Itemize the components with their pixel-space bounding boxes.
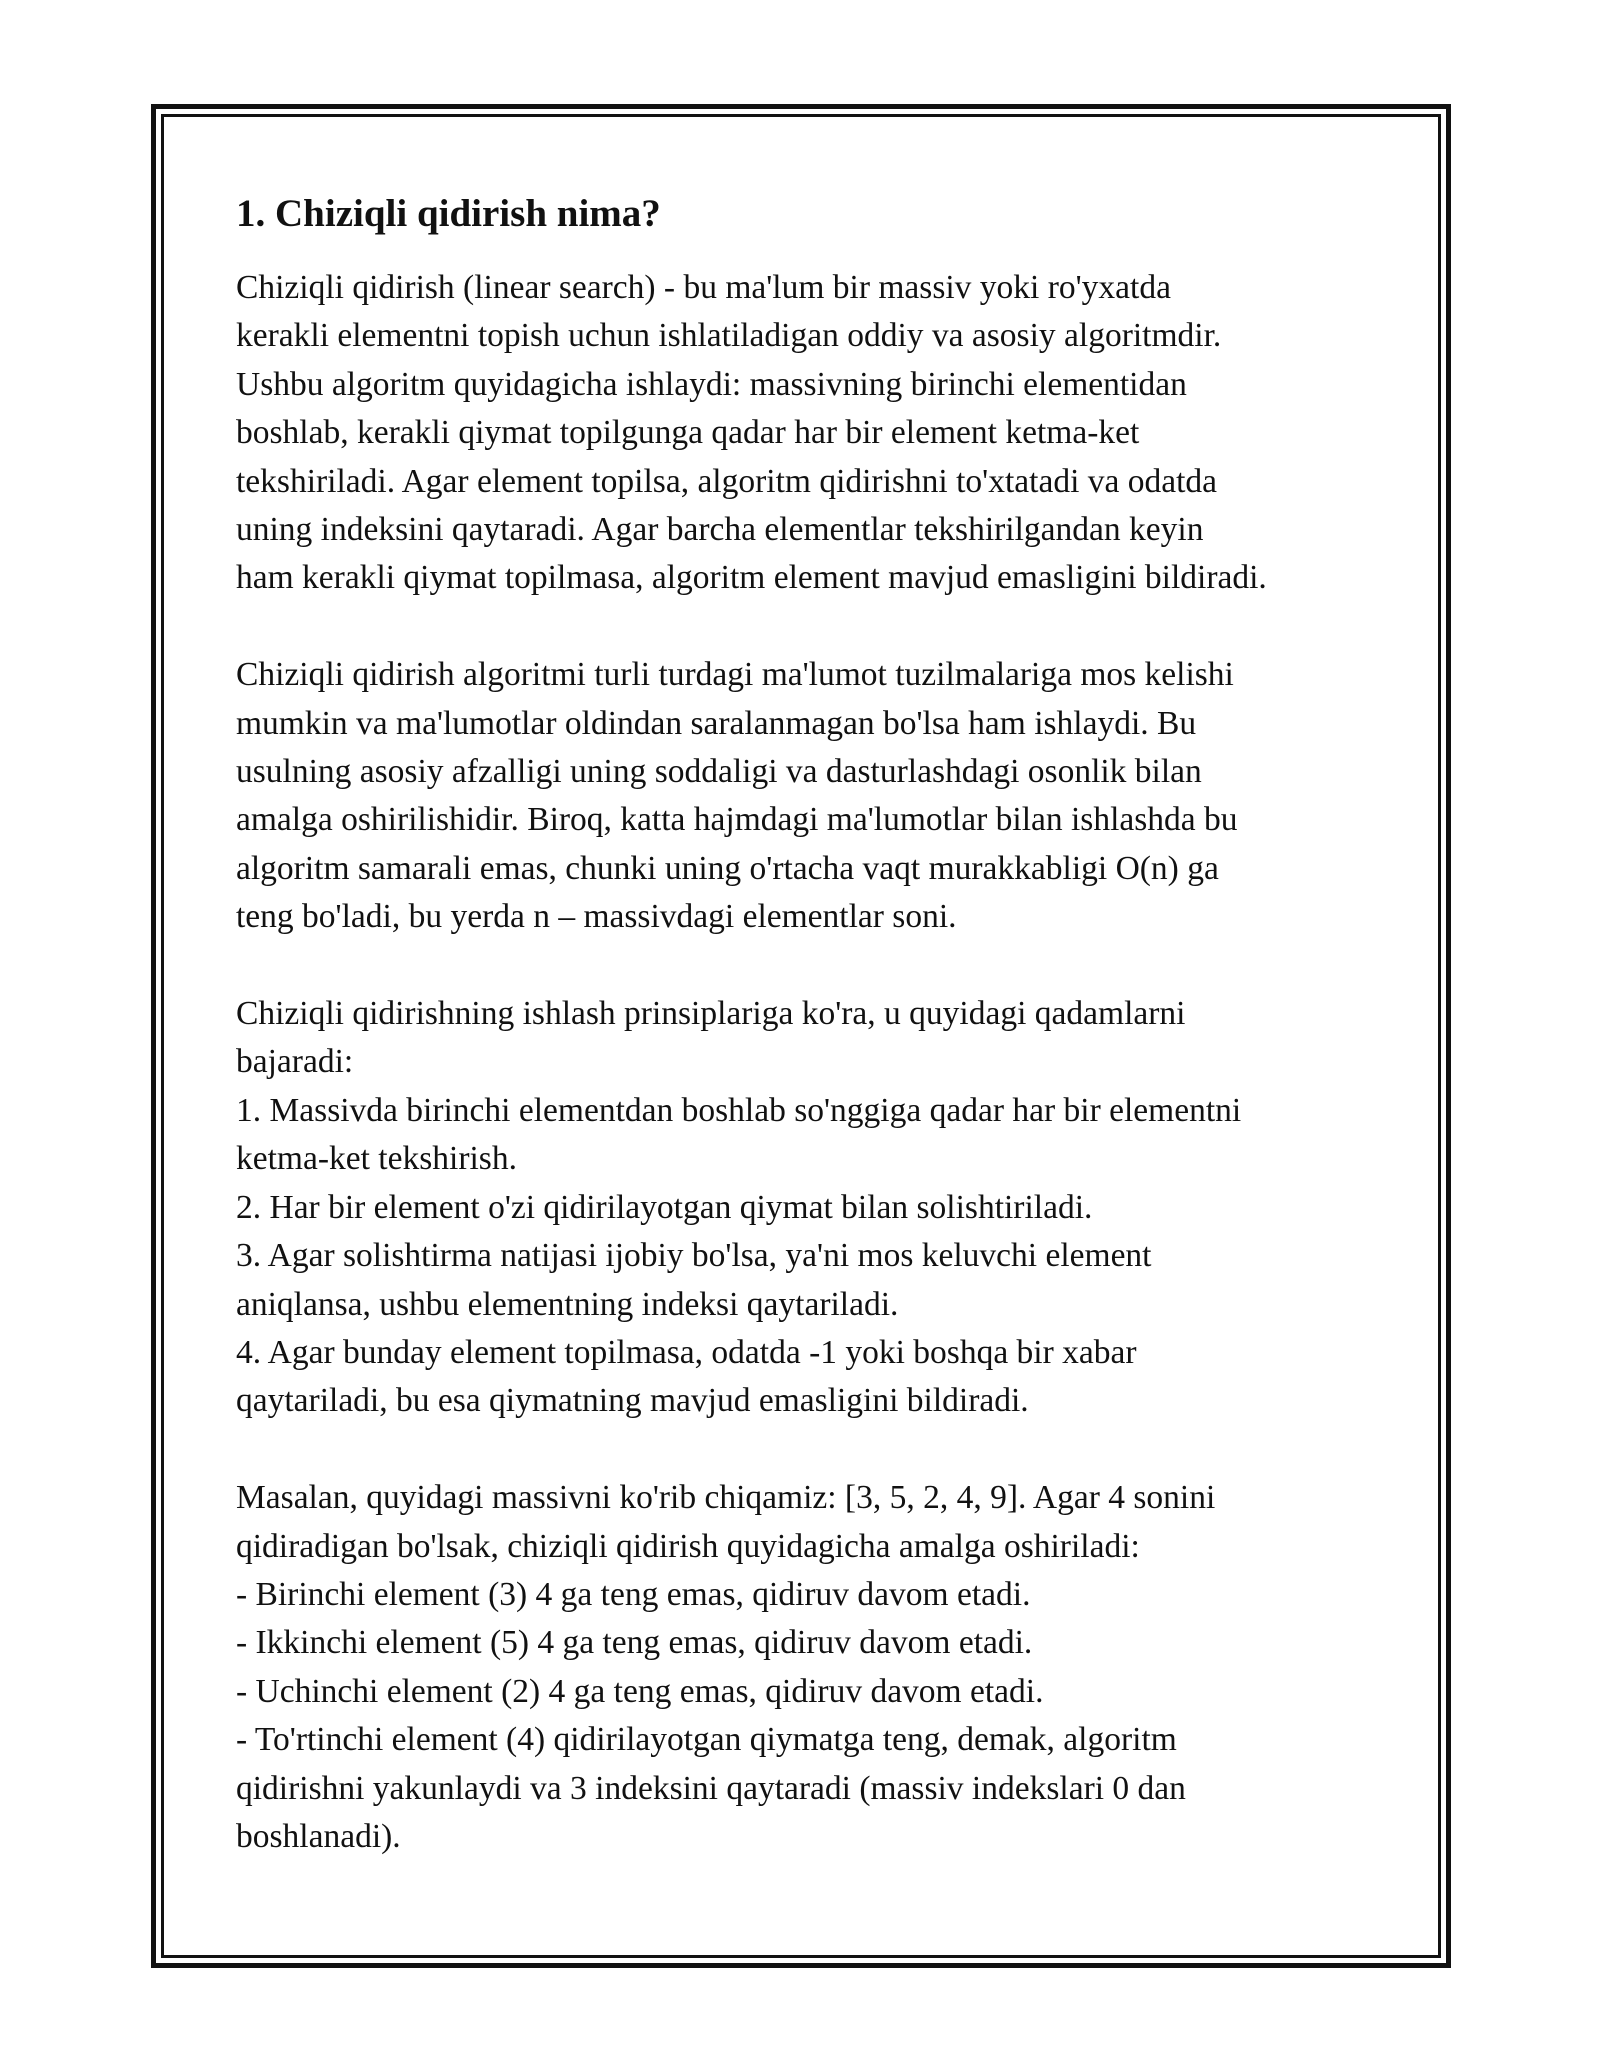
list-item: 4. Agar bunday element topilmasa, odatda -1 yoki boshqa bir xabar <box>236 1333 1137 1371</box>
text-line: uning indeksini qaytaradi. Agar barcha elementlar tekshirilgandan keyin <box>236 511 1204 549</box>
text-line: Ushbu algoritm quyidagicha ishlaydi: massivning birinchi elementidan <box>236 365 1187 403</box>
section-heading: 1. Chiziqli qidirish nima? <box>236 192 661 235</box>
list-item: - Uchinchi element (2) 4 ga teng emas, qidiruv davom etadi. <box>236 1672 1044 1710</box>
paragraph-spacer <box>236 942 1386 990</box>
text-line: amalga oshirilishidir. Biroq, katta hajmdagi ma'lumotlar bilan ishlashda bu <box>236 801 1238 839</box>
list-item: 2. Har bir element o'zi qidirilayotgan qiymat bilan solishtiriladi. <box>236 1188 1093 1226</box>
list-item: 3. Agar solishtirma natijasi ijobiy bo'lsa, ya'ni mos keluvchi element <box>236 1237 1152 1275</box>
paragraph-example <box>236 1474 1386 1861</box>
paragraph-definition <box>236 264 1386 603</box>
text-line: Masalan, quyidagi massivni ko'rib chiqamiz: [3, 5, 2, 4, 9]. Agar 4 sonini <box>236 1479 1216 1517</box>
text-line: Chiziqli qidirishning ishlash prinsiplariga ko'ra, u quyidagi qadamlarni <box>236 995 1186 1033</box>
paragraph-spacer <box>236 1426 1386 1474</box>
text-line: bajaradi: <box>236 1043 354 1081</box>
text-line: Chiziqli qidirish (linear search) - bu ma'lum bir massiv yoki ro'yxatda <box>236 269 1171 306</box>
list-item: - Birinchi element (3) 4 ga teng emas, qidiruv davom etadi. <box>236 1575 1031 1613</box>
text-line: qidiradigan bo'lsak, chiziqli qidirish quyidagicha amalga oshiriladi: <box>236 1527 1140 1565</box>
text-line: aniqlansa, ushbu elementning indeksi qaytariladi. <box>236 1285 899 1323</box>
text-line: Chiziqli qidirish algoritmi turli turdagi ma'lumot tuzilmalariga mos kelishi <box>236 656 1234 694</box>
list-item: 1. Massivda birinchi elementdan boshlab so'nggiga qadar har bir elementni <box>236 1091 1242 1129</box>
text-line: boshlanadi). <box>236 1817 401 1855</box>
text-line: qaytariladi, bu esa qiymatning mavjud emasligini bildiradi. <box>236 1382 1029 1420</box>
paragraph-spacer <box>236 603 1386 651</box>
list-item: - To'rtinchi element (4) qidirilayotgan qiymatga teng, demak, algoritm <box>236 1721 1177 1759</box>
text-line: boshlab, kerakli qiymat topilgunga qadar har bir element ketma-ket <box>236 414 1140 452</box>
text-line: kerakli elementni topish uchun ishlatiladigan oddiy va asosiy algoritmdir. <box>236 317 1222 355</box>
text-line: algoritm samarali emas, chunki uning o'rtacha vaqt murakkabligi O(n) ga <box>236 849 1219 887</box>
text-line: ketma-ket tekshirish. <box>236 1140 517 1178</box>
document-body <box>236 186 1386 1861</box>
paragraph-properties <box>236 651 1386 941</box>
text-line: tekshiriladi. Agar element topilsa, algoritm qidirishni to'xtatadi va odatda <box>236 462 1218 500</box>
text-line: ham kerakli qiymat topilmasa, algoritm element mavjud emasligini bildiradi. <box>236 559 1267 597</box>
list-item: - Ikkinchi element (5) 4 ga teng emas, qidiruv davom etadi. <box>236 1624 1033 1662</box>
paragraph-steps <box>236 990 1386 1426</box>
text-line: mumkin va ma'lumotlar oldindan saralanmagan bo'lsa ham ishlaydi. Bu <box>236 704 1197 742</box>
text-line: qidirishni yakunlaydi va 3 indeksini qaytaradi (massiv indekslari 0 dan <box>236 1769 1186 1807</box>
text-line: usulning asosiy afzalligi uning soddaligi va dasturlashdagi osonlik bilan <box>236 753 1202 791</box>
text-line: teng bo'ladi, bu yerda n – massivdagi elementlar soni. <box>236 898 957 936</box>
